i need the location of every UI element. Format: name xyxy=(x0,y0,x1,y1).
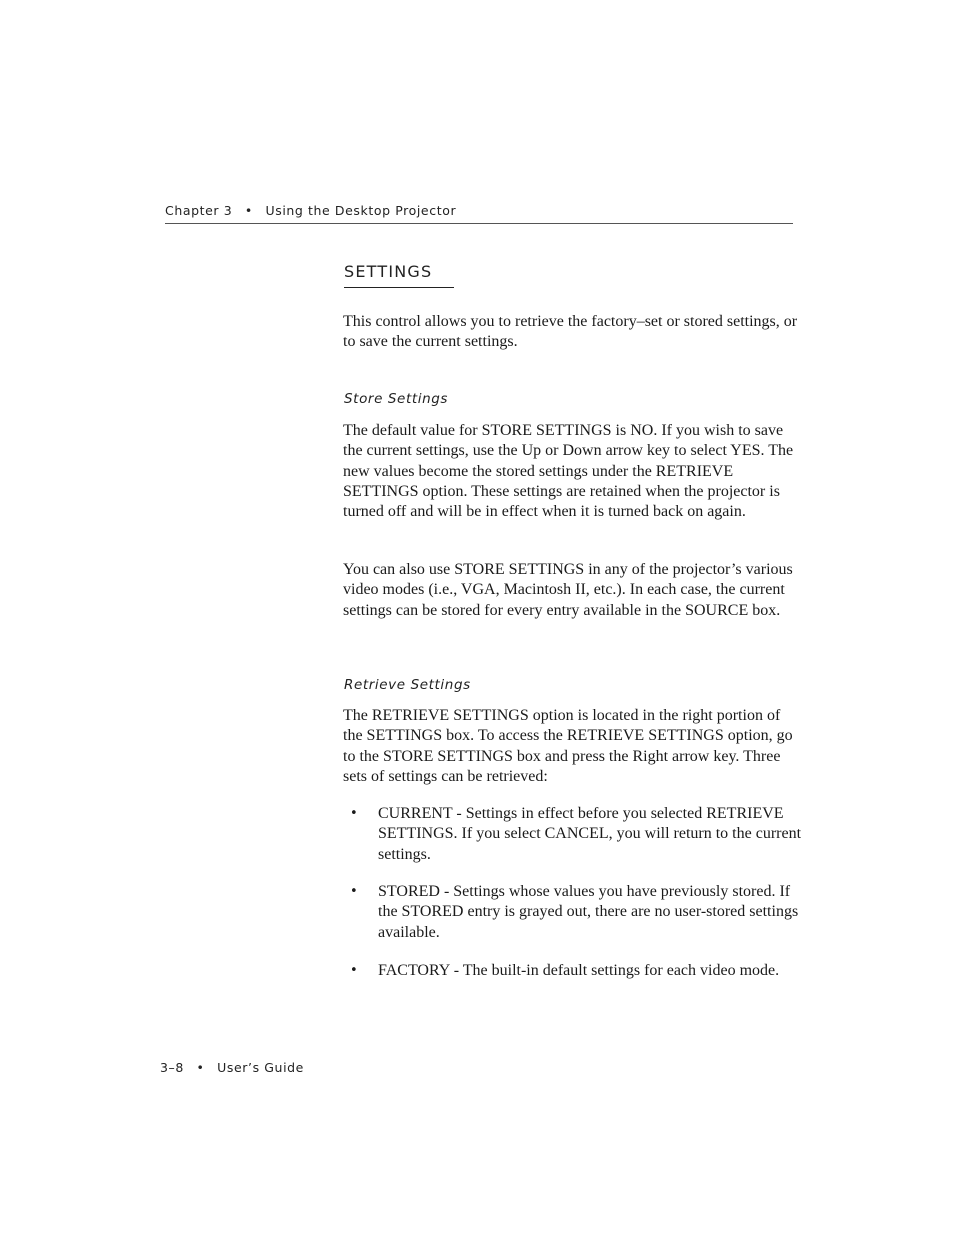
header-chapter: Chapter 3 xyxy=(165,203,233,218)
store-paragraph-1: The default value for STORE SETTINGS is NO. If you wish to save the current settings, use the Up or Down arrow key to select YES. The new values become the stored settings under the RETRIEVE SETTINGS option. These settings are retained when the projector is turned off and will be in effect when it is turned back on again. xyxy=(343,422,794,521)
running-header xyxy=(165,203,793,224)
store-settings-heading: Store Settings xyxy=(344,391,449,407)
footer-separator: • xyxy=(196,1060,205,1075)
retrieve-settings-heading: Retrieve Settings xyxy=(344,677,471,693)
bullet-icon: • xyxy=(350,963,358,978)
store-paragraph-2: You can also use STORE SETTINGS in any of the projector’s various video modes (i.e., VGA, Macintosh II, etc.). In each case, the current settings can be stored for every entry available in the SOURCE box. xyxy=(343,561,793,619)
footer-title: User’s Guide xyxy=(217,1060,304,1075)
header-title: Using the Desktop Projector xyxy=(265,203,457,218)
bullet-icon: • xyxy=(350,884,358,899)
bullet-icon: • xyxy=(350,806,358,821)
footer-page-number: 3–8 xyxy=(160,1060,184,1075)
intro-paragraph: This control allows you to retrieve the factory–set or stored settings, or to save the current settings. xyxy=(343,313,798,351)
bullet-text: STORED - Settings whose values you have previously stored. If the STORED entry is grayed out, there are no user-stored settings available. xyxy=(378,883,799,941)
header-separator: • xyxy=(244,203,253,218)
title-underline xyxy=(344,287,454,288)
retrieve-paragraph: The RETRIEVE SETTINGS option is located in the right portion of the SETTINGS box. To access the RETRIEVE SETTINGS option, go to the STORE SETTINGS box and press the Right arrow key. Three sets of settings can be retrieved: xyxy=(343,707,793,785)
bullet-text: CURRENT - Settings in effect before you selected RETRIEVE SETTINGS. If you select CANCEL, you will return to the current settings. xyxy=(378,805,802,863)
bullet-text: FACTORY - The built-in default settings for each video mode. xyxy=(378,962,780,979)
section-title: SETTINGS xyxy=(344,262,433,281)
running-footer xyxy=(160,1060,304,1075)
